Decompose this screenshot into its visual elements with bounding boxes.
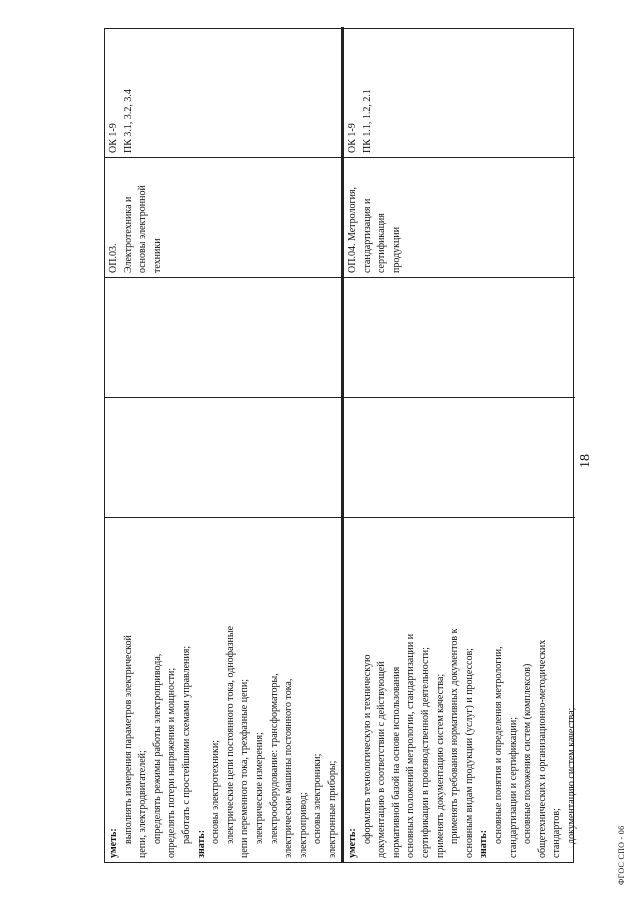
- empty-cell: [105, 397, 342, 517]
- content-cell: [105, 517, 342, 862]
- section-keyword: уметь:: [347, 828, 358, 858]
- content-line: электрические цепи постоянного тока, однофазные: [224, 625, 236, 844]
- content-line: стандартов;: [551, 808, 563, 858]
- cell-line: продукции: [390, 226, 402, 273]
- cell-line: основы электронной: [137, 185, 149, 273]
- cell-line: Электротехника и: [122, 196, 134, 273]
- content-line: выполнять измерения параметров электрической: [122, 635, 134, 844]
- content-line: документацию систем качества;: [565, 707, 577, 844]
- content-line: электрические измерения;: [253, 732, 265, 844]
- content-line: цепи, электродвигателей;: [137, 750, 149, 858]
- content-line: цепи переменного тока, трехфазные цепи;: [239, 679, 251, 858]
- cell-line: ОК 1-9: [347, 123, 358, 153]
- cell-line: ПК 1.1, 1.2, 2.1: [361, 89, 373, 153]
- content-line: оформлять технологическую и техническую: [361, 654, 373, 844]
- content-line: основные понятия и определения метрологии,: [492, 646, 504, 844]
- content-line: основы электроники;: [312, 753, 324, 844]
- cell-line: стандартизация и: [361, 198, 373, 273]
- content-line: электронные приборы;: [326, 760, 338, 858]
- content-line: основных положений метрологии, стандартизации и: [405, 633, 417, 858]
- cell-line: ОК 1-9: [108, 123, 119, 153]
- content-line: общетехнических и организационно-методических: [536, 639, 548, 858]
- competences-cell: [342, 27, 575, 157]
- cell-line: техники: [151, 238, 163, 273]
- empty-cell: [342, 277, 575, 397]
- content-line: электрические машины постоянного тока,: [283, 678, 295, 858]
- cell-line: ПК 3.1, 3.2, 3.4: [122, 89, 134, 153]
- cell-line: ОП.04. Метрология,: [347, 186, 358, 273]
- footer-code: ФГОС СПО - 06: [617, 825, 626, 885]
- content-line: применять документацию систем качества;: [434, 673, 446, 858]
- content-line: сертификации в производственной деятельности;: [419, 647, 431, 858]
- section-keyword: знать:: [478, 829, 490, 858]
- competences-cell: [105, 27, 342, 157]
- section-keyword: знать:: [195, 829, 207, 858]
- content-line: определять режимы работы электропривода,: [151, 653, 163, 844]
- content-cell: [342, 517, 575, 862]
- section-keyword: уметь:: [108, 828, 119, 858]
- page-number: 18: [578, 454, 593, 468]
- content-line: основным видам продукции (услуг) и процессов;: [463, 648, 475, 858]
- cell-line: сертификация: [376, 213, 388, 273]
- discipline-cell: [105, 157, 342, 277]
- content-line: определять потери напряжения и мощности;: [166, 667, 178, 858]
- content-line: электропривод;: [297, 792, 309, 858]
- content-line: документацию в соответствии с действующей: [376, 661, 388, 858]
- content-line: стандартизации и сертификации;: [507, 716, 519, 858]
- content-line: применять требования нормативных документов к: [449, 628, 461, 844]
- content-line: основные положения систем (комплексов): [522, 663, 534, 844]
- content-line: основы электротехники;: [210, 740, 222, 844]
- content-line: работать с простейшими схемами управления;: [180, 645, 192, 844]
- cell-line: ОП.03.: [108, 243, 119, 273]
- empty-cell: [105, 277, 342, 397]
- content-line: электрооборудование: трансформаторы,: [268, 673, 280, 844]
- discipline-cell: [342, 157, 575, 277]
- empty-cell: [342, 397, 575, 517]
- curriculum-table: [104, 28, 577, 863]
- content-line: нормативной базой на основе использования: [390, 666, 402, 858]
